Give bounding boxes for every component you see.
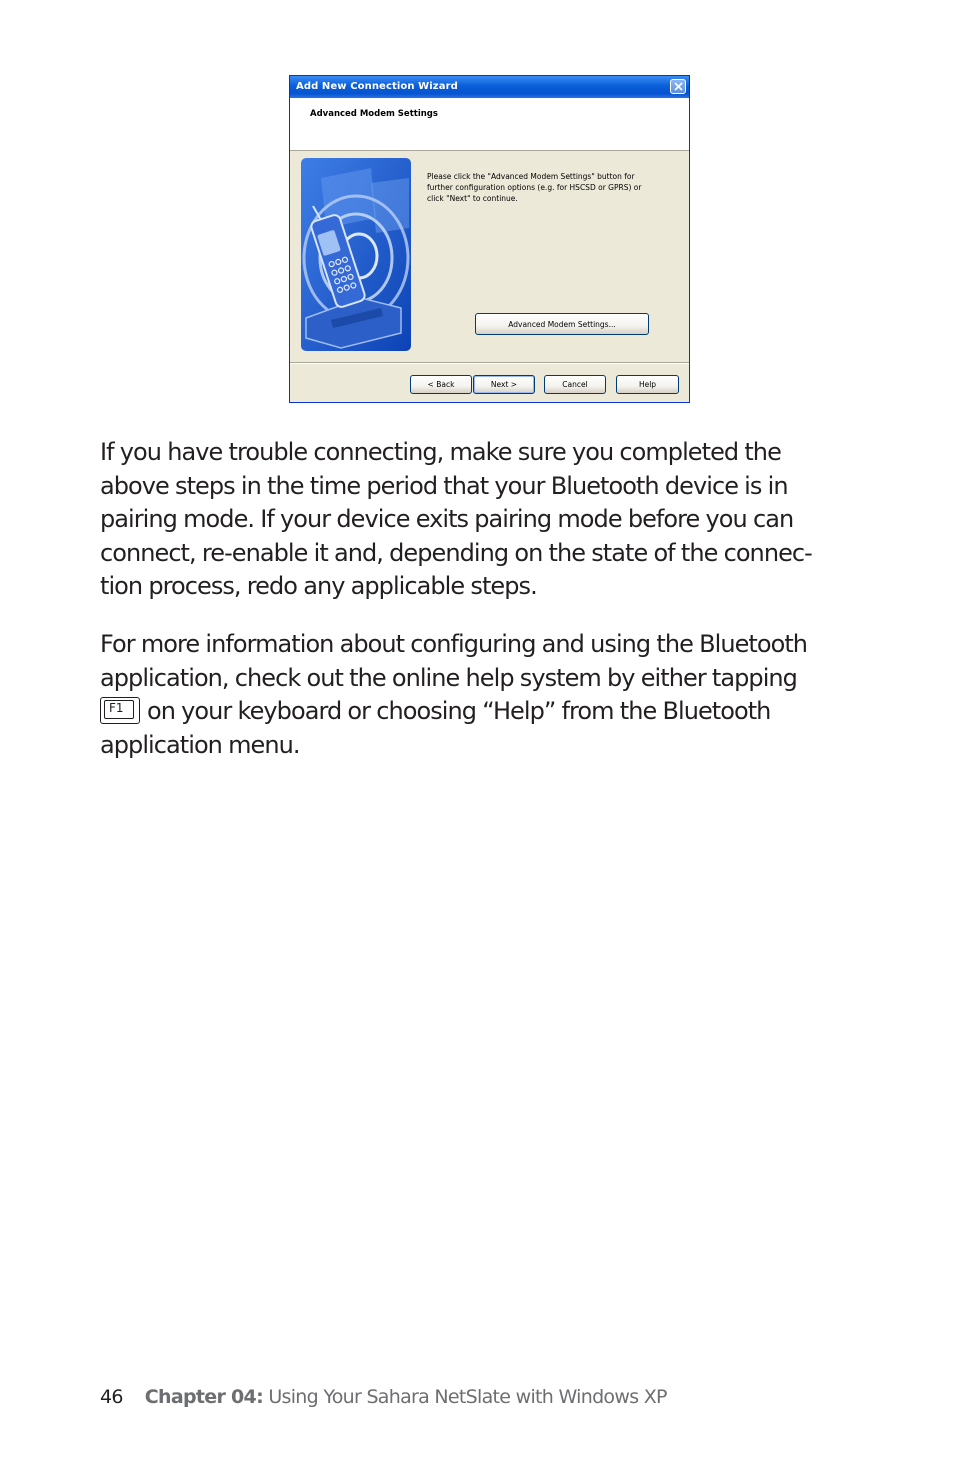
key-label: F1	[109, 701, 124, 715]
dialog-title: Add New Connection Wizard	[296, 81, 458, 92]
paragraph-line: connect, re-enable it and, depending on the state of the connec-	[100, 538, 812, 567]
back-button[interactable]: < Back	[410, 375, 472, 394]
wizard-header	[290, 98, 689, 151]
help-button[interactable]: Help	[616, 375, 679, 394]
page-footer	[100, 1386, 667, 1408]
wizard-illustration	[301, 158, 411, 351]
wizard-dialog-screenshot	[289, 75, 690, 403]
paragraph-line: pairing mode. If your device exits pairing mode before you can	[100, 505, 794, 533]
footer-divider	[290, 362, 689, 364]
title-bar	[290, 76, 689, 98]
help-paragraph	[100, 628, 860, 762]
close-button[interactable]	[670, 79, 686, 94]
page-number: 46	[100, 1386, 123, 1408]
cancel-button[interactable]: Cancel	[544, 375, 606, 394]
f1-key-icon	[100, 697, 140, 724]
wizard-instruction: Please click the "Advanced Modem Settings" button for further configuration options (e.g. for HSCSD or GPRS) or click "Next" to continue.	[427, 172, 642, 203]
paragraph-line: For more information about configuring and using the Bluetooth	[100, 630, 808, 658]
close-icon	[674, 82, 683, 91]
paragraph-line: above steps in the time period that your Bluetooth device is in	[100, 471, 788, 500]
next-button[interactable]: Next >	[473, 375, 535, 394]
paragraph-text: on your keyboard or choosing “Help” from the Bluetooth	[147, 697, 771, 725]
chapter-title: Using Your Sahara NetSlate with Windows XP	[268, 1386, 667, 1408]
advanced-modem-settings-button[interactable]: Advanced Modem Settings...	[475, 313, 649, 335]
paragraph-line: If you have trouble connecting, make sure you completed the	[100, 438, 781, 466]
paragraph-line: application, check out the online help system by either tapping	[100, 663, 797, 692]
chapter-label: Chapter 04:	[144, 1386, 263, 1408]
paragraph-line: application menu.	[100, 730, 300, 759]
troubleshooting-paragraph	[100, 436, 860, 604]
wizard-heading: Advanced Modem Settings	[310, 109, 438, 119]
paragraph-line: tion process, redo any applicable steps.	[100, 572, 537, 600]
mobile-phone-signal-icon	[301, 158, 411, 351]
paragraph-line-with-key	[100, 695, 860, 729]
